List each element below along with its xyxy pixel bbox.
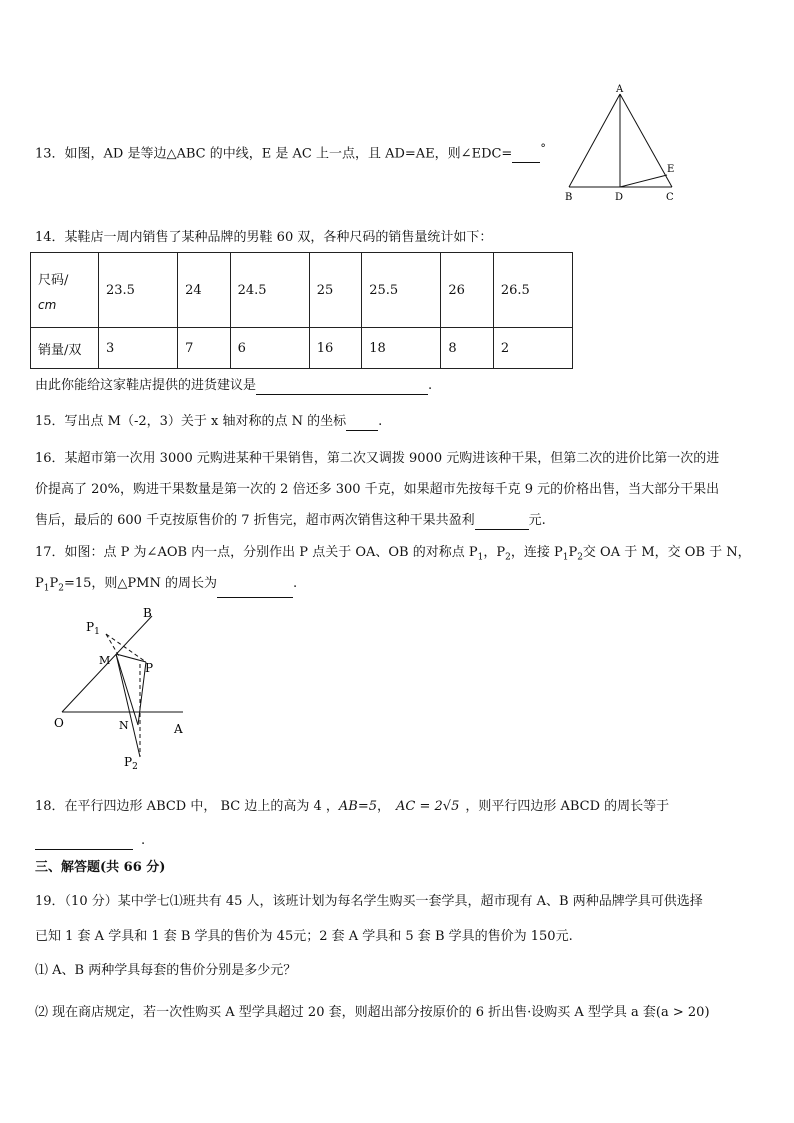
label-a: A bbox=[174, 722, 183, 736]
q13-degree-unit: ° bbox=[540, 142, 546, 155]
label-o: O bbox=[54, 716, 64, 730]
q18-text-b: ，则平行四边形 ABCD 的周长等于 bbox=[465, 799, 670, 814]
table-cell: 8 bbox=[441, 328, 494, 369]
table-cell: 18 bbox=[362, 328, 441, 369]
table-cell: 7 bbox=[178, 328, 231, 369]
table-cell: 24 bbox=[178, 253, 231, 328]
q17-text-d: P bbox=[568, 545, 578, 560]
q18-answer-line bbox=[35, 832, 145, 850]
label-p2: $P_2$ bbox=[124, 755, 138, 772]
table-cell: 25.5 bbox=[362, 253, 441, 328]
q14-text: 14．某鞋店一周内销售了某种品牌的男鞋 60 双，各种尺码的销售量统计如下： bbox=[35, 230, 493, 245]
q18-ab: AB=5 bbox=[338, 799, 378, 814]
segment-m-n bbox=[116, 654, 138, 725]
q18-answer-blank bbox=[35, 835, 133, 850]
q17-text-b: ，P bbox=[483, 545, 506, 560]
q17-text-a: 17．如图：点 P 为∠AOB 内一点，分别作出 P 点关于 OA、OB 的对称点 P bbox=[35, 545, 478, 560]
q16-line3-text: 售后，最后的 600 千克按原售价的 7 折售完，超市两次销售这种干果共盈利 bbox=[35, 513, 475, 528]
label-d: D bbox=[615, 192, 624, 203]
header-size-label: 尺码/ bbox=[38, 272, 69, 288]
sub-2: 2 bbox=[577, 552, 583, 563]
q18-text-a: 18．在平行四边形 ABCD 中， BC 边上的高为 4 ， bbox=[35, 799, 339, 814]
segment-m-p bbox=[116, 654, 146, 662]
section-3-title: 三、解答题(共 66 分) bbox=[35, 860, 166, 875]
label-n: N bbox=[119, 719, 129, 732]
q16-line1: 16．某超市第一次用 3000 元购进某种干果销售，第二次又调拨 9000 元购进该种干果，但第二次的进价比第一次的进 bbox=[35, 451, 720, 466]
q15-text bbox=[35, 413, 382, 431]
table-cell: 16 bbox=[309, 328, 362, 369]
segment-p1-p bbox=[106, 634, 146, 662]
table-cell: 26.5 bbox=[493, 253, 572, 328]
q13-triangle-figure bbox=[555, 82, 690, 204]
q15-answer-blank bbox=[346, 416, 378, 431]
label-m: M bbox=[99, 654, 111, 667]
table-cell: 3 bbox=[99, 328, 178, 369]
q14-size-table bbox=[30, 252, 573, 369]
segment-m-p2 bbox=[116, 654, 140, 757]
label-p: P bbox=[145, 661, 154, 675]
q18-comma: ， bbox=[377, 799, 391, 814]
sub-1: 1 bbox=[43, 583, 50, 594]
table-cell: 25 bbox=[309, 253, 362, 328]
q17-angle-figure bbox=[48, 602, 208, 777]
q13-stem: 13．如图，AD 是等边△ABC 的中线，E 是 AC 上一点，且 AD=AE，则∠EDC= bbox=[35, 146, 513, 162]
sub-2: 2 bbox=[505, 552, 511, 563]
q14-followup bbox=[35, 377, 432, 395]
q19-line3: ⑴ A、B 两种学具每套的售价分别是多少元？ bbox=[35, 963, 297, 978]
q15-stem: 15．写出点 M（-2，3）关于 x 轴对称的点 N 的坐标 bbox=[35, 414, 347, 429]
table-row-sales bbox=[31, 328, 573, 369]
q16-line3 bbox=[35, 512, 546, 530]
table-header-size bbox=[31, 253, 99, 328]
q14-followup-end: . bbox=[428, 378, 433, 393]
table-row-sizes bbox=[31, 253, 573, 328]
header-size-unit: cm bbox=[38, 297, 57, 312]
q17-text-c: ，连接 P bbox=[510, 545, 563, 560]
q17-line1 bbox=[35, 544, 751, 567]
q17-end: . bbox=[292, 576, 298, 591]
sub-1: 1 bbox=[477, 552, 484, 563]
label-a: A bbox=[616, 84, 624, 95]
q17-text-g: P bbox=[49, 576, 59, 591]
q13-answer-blank bbox=[512, 148, 540, 163]
sub-1: 1 bbox=[562, 552, 569, 563]
q15-end: . bbox=[378, 414, 383, 429]
q17-text-h: =15，则△PMN 的周长为 bbox=[63, 576, 217, 591]
q14-followup-text: 由此你能给这家鞋店提供的进货建议是 bbox=[35, 378, 257, 393]
q17-answer-blank bbox=[217, 583, 293, 598]
q18-end: . bbox=[141, 833, 146, 848]
table-cell: 6 bbox=[230, 328, 309, 369]
q16-line3-end: 元. bbox=[528, 513, 546, 528]
q16-answer-blank bbox=[475, 515, 529, 530]
q19-line2: 已知 1 套 A 学具和 1 套 B 学具的售价为 45元；2 套 A 学具和 5 套 B 学具的售价为 150元. bbox=[35, 929, 573, 944]
q16-line2: 价提高了 20%，购进干果数量是第一次的 2 倍还多 300 千克，如果超市先按每千克 9 元的价格出售，当大部分干果出 bbox=[35, 482, 720, 497]
table-header-sales: 销量/双 bbox=[31, 328, 99, 369]
segment-de bbox=[620, 175, 667, 187]
label-b: B bbox=[565, 192, 573, 203]
q18-text bbox=[35, 798, 669, 816]
sub-2: 2 bbox=[58, 583, 64, 594]
label-c: C bbox=[666, 192, 674, 203]
label-e: E bbox=[667, 164, 675, 175]
q14-answer-blank bbox=[256, 380, 428, 395]
table-cell: 2 bbox=[493, 328, 572, 369]
q18-ac: AC = 2√5 bbox=[396, 799, 460, 814]
q17-line2 bbox=[35, 575, 297, 598]
label-p1: $P_1$ bbox=[86, 620, 100, 637]
label-b: B bbox=[143, 606, 152, 620]
table-cell: 24.5 bbox=[230, 253, 309, 328]
edge-ac bbox=[620, 94, 675, 187]
q13-text bbox=[35, 140, 546, 163]
q17-text-f: P bbox=[35, 576, 44, 591]
q19-line4: ⑵ 现在商店规定，若一次性购买 A 型学具超过 20 套，则超出部分按原价的 6 折出售·设购买 A 型学具 a 套(a > 20) bbox=[35, 1005, 710, 1020]
edge-ab bbox=[569, 94, 620, 187]
q19-line1: 19．（10 分）某中学七⑴班共有 45 人，该班计划为每名学生购买一套学具，超市现有 A、B 两种品牌学具可供选择 bbox=[35, 894, 703, 909]
q17-text-e: 交 OA 于 M，交 OB 于 N， bbox=[582, 545, 751, 560]
table-cell: 26 bbox=[441, 253, 494, 328]
table-cell: 23.5 bbox=[99, 253, 178, 328]
